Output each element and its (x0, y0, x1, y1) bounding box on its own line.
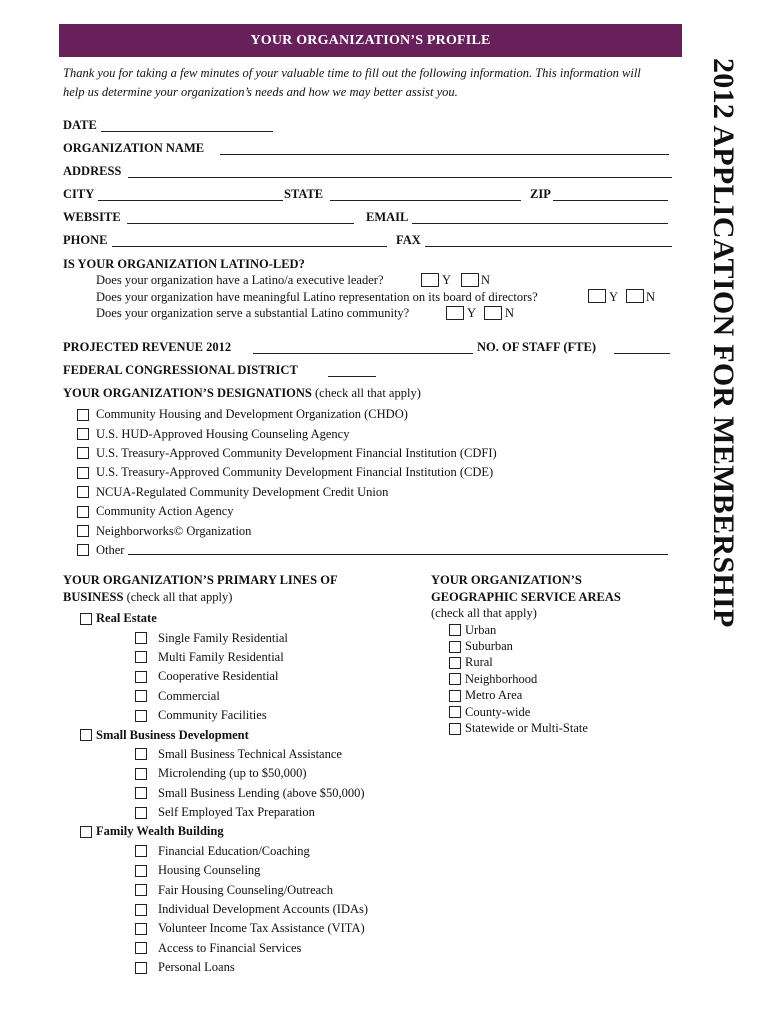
lines-heading-1: YOUR ORGANIZATION’S PRIMARY LINES OF (63, 573, 338, 587)
list-item-label: Community Action Agency (96, 504, 234, 519)
list-item-label: Personal Loans (158, 960, 235, 975)
financial-services-checkbox[interactable] (135, 942, 147, 954)
list-item-label: Multi Family Residential (158, 649, 284, 664)
financial-education-checkbox[interactable] (135, 845, 147, 857)
list-item (135, 628, 368, 647)
real-estate-checkbox[interactable] (80, 613, 92, 625)
list-item (449, 671, 588, 687)
cooperative-checkbox[interactable] (135, 671, 147, 683)
phone-field[interactable] (112, 246, 387, 247)
list-item (135, 803, 368, 822)
geo-suburban-checkbox[interactable] (449, 641, 461, 653)
geo-list (449, 622, 588, 737)
revenue-label: PROJECTED REVENUE 2012 (63, 340, 232, 354)
tax-prep-checkbox[interactable] (135, 807, 147, 819)
latino-q1-yes-checkbox[interactable] (421, 273, 439, 287)
address-field[interactable] (128, 177, 672, 178)
list-item (135, 648, 368, 667)
list-item (80, 609, 368, 628)
revenue-field[interactable] (253, 353, 473, 354)
staff-field[interactable] (614, 353, 670, 354)
list-item-label: Community Housing and Development Organization (CHDO) (96, 407, 408, 422)
phone-label: PHONE (63, 233, 108, 247)
latino-q1-no-checkbox[interactable] (461, 273, 479, 287)
list-item (77, 502, 497, 521)
list-item-label: NCUA-Regulated Community Development Credit Union (96, 484, 389, 499)
group-label: Small Business Development (96, 727, 249, 742)
single-family-checkbox[interactable] (135, 632, 147, 644)
zip-label: ZIP (530, 187, 551, 201)
housing-counseling-checkbox[interactable] (135, 865, 147, 877)
list-item-label: County-wide (465, 704, 531, 719)
designation-cdfi-checkbox[interactable] (77, 447, 89, 459)
list-item-label: Urban (465, 622, 497, 637)
state-field[interactable] (330, 200, 521, 201)
list-item-label: Community Facilities (158, 708, 267, 723)
designations-list (77, 405, 497, 560)
geo-heading-1: YOUR ORGANIZATION’S (431, 573, 582, 587)
microlending-checkbox[interactable] (135, 768, 147, 780)
list-item-label: Access to Financial Services (158, 940, 302, 955)
latino-q2: Does your organization have meaningful Latino representation on its board of directors? (96, 290, 538, 304)
list-item (77, 444, 497, 463)
list-item (77, 424, 497, 443)
list-item-label: U.S. Treasury-Approved Community Development Financial Institution (CDFI) (96, 445, 497, 460)
list-item-label: Small Business Lending (above $50,000) (158, 785, 365, 800)
geo-rural-checkbox[interactable] (449, 657, 461, 669)
latino-q3: Does your organization serve a substantial Latino community? (96, 306, 410, 320)
list-item (135, 842, 368, 861)
personal-loans-checkbox[interactable] (135, 962, 147, 974)
district-field[interactable] (328, 376, 376, 377)
latino-q3-no-label: N (505, 306, 515, 320)
lines-heading-2-row (63, 590, 232, 605)
designations-heading (63, 386, 421, 401)
org-name-label: ORGANIZATION NAME (63, 141, 205, 155)
family-wealth-checkbox[interactable] (80, 826, 92, 838)
staff-label: NO. OF STAFF (FTE) (477, 340, 596, 354)
community-facilities-checkbox[interactable] (135, 710, 147, 722)
list-item-label: Suburban (465, 639, 513, 654)
list-item (77, 463, 497, 482)
latino-q2-yes-label: Y (609, 290, 619, 304)
list-item-label: Rural (465, 655, 493, 670)
latino-q2-no-label: N (646, 290, 656, 304)
list-item-label: U.S. HUD-Approved Housing Counseling Agency (96, 426, 350, 441)
list-item (77, 483, 497, 502)
list-item (135, 958, 368, 977)
list-item-label: Housing Counseling (158, 863, 261, 878)
list-item-label: Small Business Technical Assistance (158, 746, 342, 761)
list-item-label: Neighborhood (465, 671, 538, 686)
designation-cde-checkbox[interactable] (77, 467, 89, 479)
city-field[interactable] (98, 200, 283, 201)
list-item-label: Volunteer Income Tax Assistance (VITA) (158, 921, 365, 936)
intro-text: Thank you for taking a few minutes of your valuable time to fill out the following information. This information will help us determine your organization’s needs and how we may better assist you. (63, 66, 641, 99)
group-label: Family Wealth Building (96, 824, 224, 839)
list-item (135, 687, 368, 706)
latino-q1-no-label: N (481, 273, 491, 287)
list-item (77, 521, 497, 540)
lines-list (80, 609, 368, 977)
list-item (135, 900, 368, 919)
state-label: STATE (284, 187, 324, 201)
list-item (80, 822, 368, 841)
geo-statewide-checkbox[interactable] (449, 723, 461, 735)
geo-urban-checkbox[interactable] (449, 624, 461, 636)
latino-heading: IS YOUR ORGANIZATION LATINO-LED? (63, 257, 305, 271)
side-title: 2012 APPLICATION FOR MEMBERSHIP (707, 58, 740, 628)
list-item-label: Commercial (158, 688, 220, 703)
list-item-label: Neighborworks© Organization (96, 523, 252, 538)
fax-field[interactable] (425, 246, 672, 247)
list-item (135, 706, 368, 725)
list-item (77, 405, 497, 424)
designation-hud-checkbox[interactable] (77, 428, 89, 440)
list-item (135, 745, 368, 764)
email-field[interactable] (412, 223, 668, 224)
list-item (449, 638, 588, 654)
list-item (77, 541, 497, 560)
lines-note: (check all that apply) (126, 590, 233, 604)
small-business-checkbox[interactable] (80, 729, 92, 741)
sb-technical-checkbox[interactable] (135, 748, 147, 760)
list-item-label: U.S. Treasury-Approved Community Development Financial Institution (CDE) (96, 465, 494, 480)
geo-heading-2: GEOGRAPHIC SERVICE AREAS (431, 590, 621, 604)
website-field[interactable] (127, 223, 354, 224)
list-item (135, 784, 368, 803)
latino-q3-no-checkbox[interactable] (484, 306, 502, 320)
designation-chdo-checkbox[interactable] (77, 409, 89, 421)
list-item-label: Single Family Residential (158, 630, 288, 645)
list-item (135, 919, 368, 938)
list-item (135, 667, 368, 686)
fair-housing-checkbox[interactable] (135, 884, 147, 896)
ida-checkbox[interactable] (135, 904, 147, 916)
district-label: FEDERAL CONGRESSIONAL DISTRICT (63, 363, 298, 377)
geo-note: (check all that apply) (431, 606, 537, 620)
website-label: WEBSITE (63, 210, 121, 224)
page-banner (59, 24, 682, 57)
date-label: DATE (63, 118, 97, 132)
city-label: CITY (63, 187, 95, 201)
multi-family-checkbox[interactable] (135, 651, 147, 663)
designation-neighborworks-checkbox[interactable] (77, 525, 89, 537)
designations-note: (check all that apply) (315, 386, 421, 400)
list-item-label: Metro Area (465, 688, 523, 703)
list-item-label: Self Employed Tax Preparation (158, 805, 315, 820)
address-label: ADDRESS (63, 164, 122, 178)
list-item (80, 725, 368, 744)
list-item-label: Individual Development Accounts (IDAs) (158, 902, 369, 917)
designations-title: YOUR ORGANIZATION’S DESIGNATIONS (63, 386, 312, 400)
org-name-field[interactable] (220, 154, 669, 155)
list-item (449, 704, 588, 720)
geo-metro-checkbox[interactable] (449, 690, 461, 702)
banner-title: YOUR ORGANIZATION’S PROFILE (250, 32, 491, 48)
latino-q2-yes-checkbox[interactable] (588, 289, 606, 303)
list-item (135, 880, 368, 899)
vita-checkbox[interactable] (135, 923, 147, 935)
designation-other-field[interactable] (128, 554, 668, 555)
designation-caa-checkbox[interactable] (77, 506, 89, 518)
designation-other-checkbox[interactable] (77, 544, 89, 556)
latino-q1: Does your organization have a Latino/a executive leader? (96, 273, 384, 287)
fax-label: FAX (396, 233, 421, 247)
list-item-label: Fair Housing Counseling/Outreach (158, 882, 333, 897)
latino-q3-yes-checkbox[interactable] (446, 306, 464, 320)
email-label: EMAIL (366, 210, 409, 224)
list-item-label: Microlending (up to $50,000) (158, 766, 307, 781)
designation-ncua-checkbox[interactable] (77, 486, 89, 498)
list-item (449, 720, 588, 736)
list-item (449, 655, 588, 671)
geo-county-checkbox[interactable] (449, 706, 461, 718)
lines-heading-2: BUSINESS (63, 590, 124, 604)
list-item (135, 764, 368, 783)
latino-q1-yes-label: Y (442, 273, 452, 287)
list-item-label: Other (96, 542, 125, 557)
date-field[interactable] (101, 131, 273, 132)
list-item-label: Statewide or Multi-State (465, 721, 588, 736)
list-item-label: Financial Education/Coaching (158, 843, 310, 858)
list-item (135, 939, 368, 958)
list-item (449, 688, 588, 704)
list-item (449, 622, 588, 638)
zip-field[interactable] (553, 200, 668, 201)
latino-q3-yes-label: Y (467, 306, 477, 320)
commercial-checkbox[interactable] (135, 690, 147, 702)
group-label: Real Estate (96, 611, 157, 626)
geo-neighborhood-checkbox[interactable] (449, 673, 461, 685)
sb-lending-checkbox[interactable] (135, 787, 147, 799)
list-item (135, 861, 368, 880)
list-item-label: Cooperative Residential (158, 669, 279, 684)
latino-q2-no-checkbox[interactable] (626, 289, 644, 303)
